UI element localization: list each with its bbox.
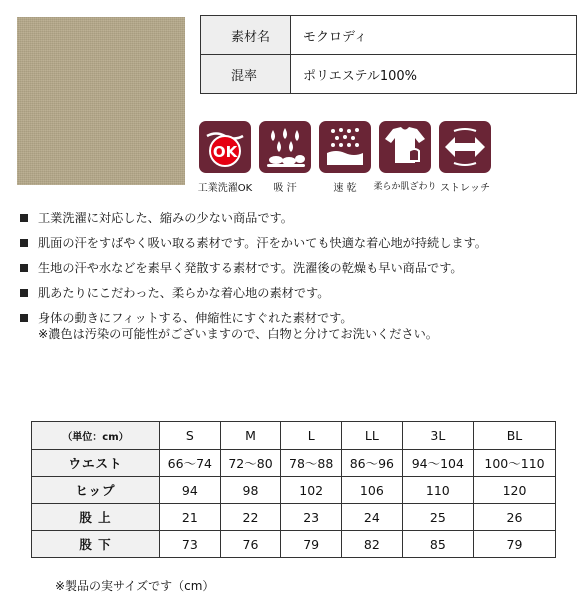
table-row <box>32 531 556 558</box>
table-cell: 22 <box>220 504 281 531</box>
table-row <box>32 504 556 531</box>
fabric-swatch <box>17 17 185 185</box>
feature-label-sweat: 吸 汗 <box>273 183 297 194</box>
table-cell: 82 <box>342 531 403 558</box>
list-item: 身体の動きにフィットする、伸縮性にすぐれた素材です。 ※濃色は汚染の可能性がございますので、白物と分けてお洗いください。 <box>18 310 487 346</box>
list-item: 肌面の汗をすばやく吸い取る素材です。汗をかいても快適な着心地が持続します。 <box>18 235 487 260</box>
table-cell: 94 <box>160 477 221 504</box>
size-col-m: M <box>220 422 281 450</box>
fabric-name-value: モクロディ <box>291 16 577 55</box>
table-cell: 94〜104 <box>402 450 473 477</box>
table-cell: 85 <box>402 531 473 558</box>
table-cell: 110 <box>402 477 473 504</box>
table-cell: 26 <box>474 504 556 531</box>
fabric-name-label: 素材名 <box>201 16 291 55</box>
row-label-inseam: 股 下 <box>32 531 160 558</box>
ok-washing-icon <box>199 121 251 173</box>
table-cell: 100〜110 <box>474 450 556 477</box>
stretch-icon <box>439 121 491 173</box>
svg-text:OK: OK <box>212 143 238 161</box>
table-cell: 72〜80 <box>220 450 281 477</box>
bullet-square-icon <box>20 264 28 272</box>
bullet-square-icon <box>20 314 28 322</box>
sweat-absorb-icon <box>259 121 311 173</box>
feature-label-stretch: ストレッチ <box>440 183 490 194</box>
feature-label-washing: 工業洗濯OK <box>197 183 253 194</box>
fabric-blend-label: 混率 <box>201 55 291 94</box>
table-cell: 120 <box>474 477 556 504</box>
fabric-row-blend <box>201 55 577 94</box>
feature-label-soft: 柔らか肌ざわり <box>373 182 437 192</box>
fabric-row-name <box>201 16 577 55</box>
row-label-rise: 股 上 <box>32 504 160 531</box>
quick-dry-icon <box>319 121 371 173</box>
size-col-ll: LL <box>342 422 403 450</box>
soft-touch-icon <box>379 121 431 173</box>
size-table <box>31 421 556 558</box>
table-row <box>32 450 556 477</box>
bullet-square-icon <box>20 214 28 222</box>
size-footnote: ※製品の実サイズです（cm） <box>55 579 215 593</box>
table-row <box>32 477 556 504</box>
size-header-row <box>32 422 556 450</box>
table-cell: 86〜96 <box>342 450 403 477</box>
table-cell: 76 <box>220 531 281 558</box>
unit-label: （単位：cm） <box>32 422 160 450</box>
row-label-hip: ヒップ <box>32 477 160 504</box>
care-note: ※濃色は汚染の可能性がございますので、白物と分けてお洗いください。 <box>38 327 438 341</box>
list-item: 生地の汗や水などを素早く発散する素材です。洗濯後の乾燥も早い商品です。 <box>18 260 487 285</box>
size-col-3l: 3L <box>402 422 473 450</box>
feature-bullet-list <box>18 210 487 346</box>
table-cell: 24 <box>342 504 403 531</box>
row-label-waist: ウエスト <box>32 450 160 477</box>
bullet-square-icon <box>20 239 28 247</box>
fabric-info-table <box>200 15 577 94</box>
table-cell: 79 <box>474 531 556 558</box>
table-cell: 106 <box>342 477 403 504</box>
feature-label-dry: 速 乾 <box>333 183 357 194</box>
list-item: 工業洗濯に対応した、縮みの少ない商品です。 <box>18 210 487 235</box>
size-col-s: S <box>160 422 221 450</box>
fabric-blend-value: ポリエステル100% <box>291 55 577 94</box>
size-col-l: L <box>281 422 342 450</box>
table-cell: 102 <box>281 477 342 504</box>
table-cell: 73 <box>160 531 221 558</box>
table-cell: 23 <box>281 504 342 531</box>
table-cell: 98 <box>220 477 281 504</box>
table-cell: 79 <box>281 531 342 558</box>
size-col-bl: BL <box>474 422 556 450</box>
table-cell: 25 <box>402 504 473 531</box>
table-cell: 66〜74 <box>160 450 221 477</box>
table-cell: 78〜88 <box>281 450 342 477</box>
bullet-square-icon <box>20 289 28 297</box>
table-cell: 21 <box>160 504 221 531</box>
list-item: 肌あたりにこだわった、柔らかな着心地の素材です。 <box>18 285 487 310</box>
